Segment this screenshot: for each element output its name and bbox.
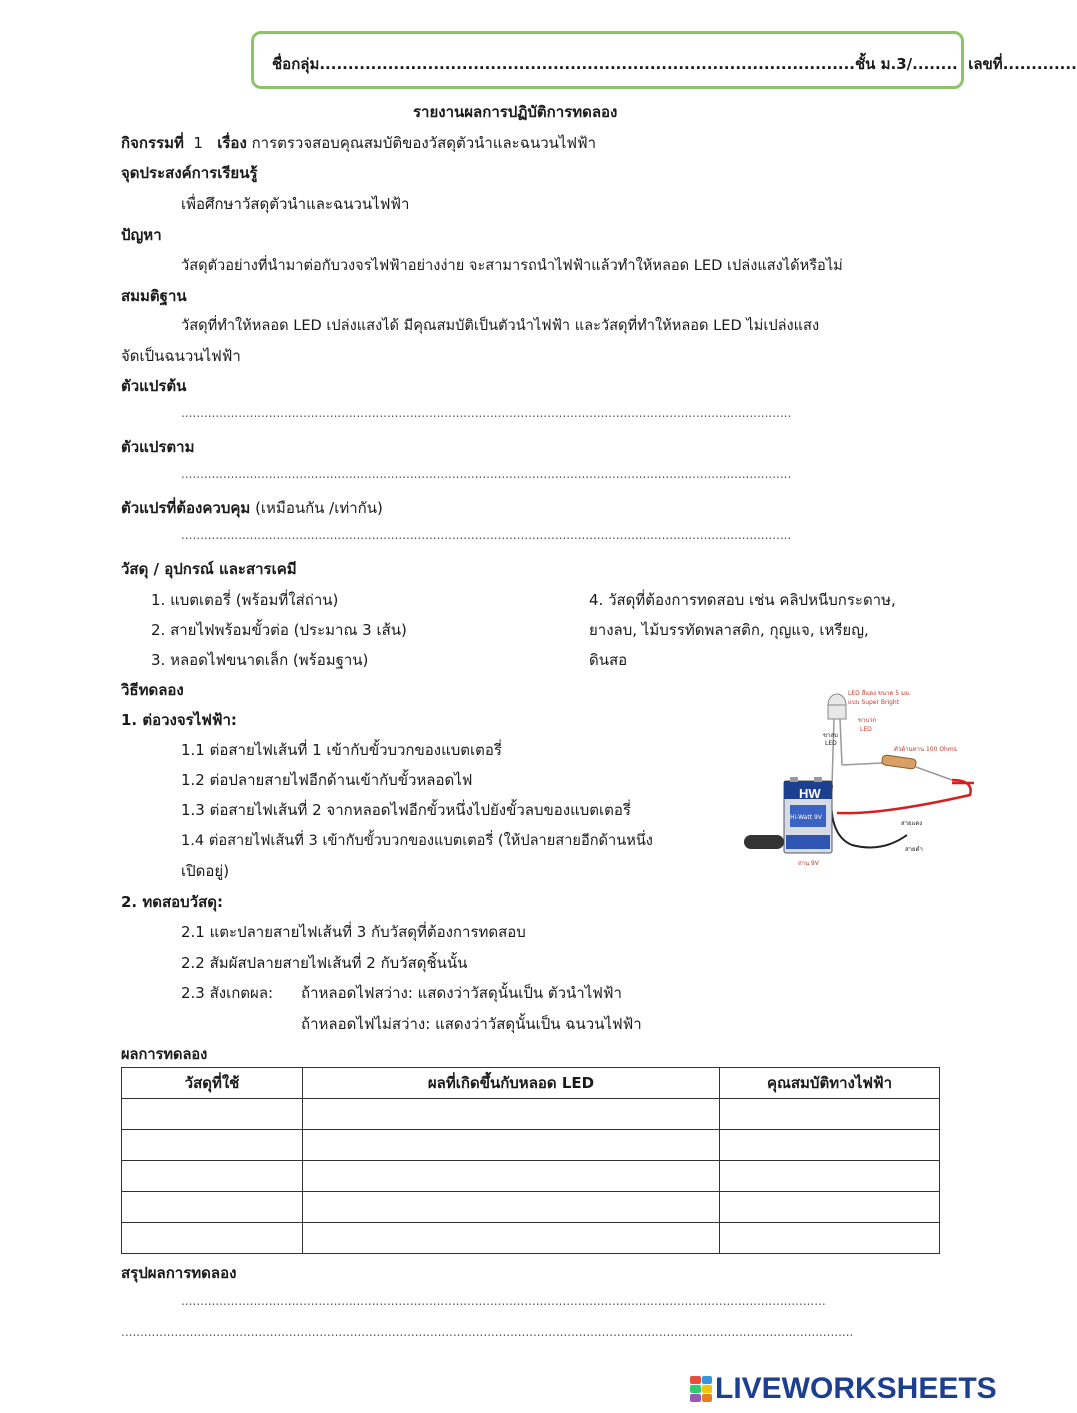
- material-item-2: 2. สายไฟพร้อมขั้วต่อ (ประมาณ 3 เส้น): [151, 621, 407, 639]
- material-item-4-line-2: ยางลบ, ไม้บรรทัดพลาสติก, กุญแจ, เหรียญ,: [589, 621, 869, 639]
- group-label: ชื่อกลุ่ม: [272, 55, 320, 73]
- method-step-1-4-line-2: เปิดอยู่): [181, 862, 230, 880]
- black-wire-label: สายดำ: [905, 846, 923, 853]
- problem-text: วัสดุตัวอย่างที่นำมาต่อกับวงจรไฟฟ้าอย่างง่าย จะสามารถนำไฟฟ้าแล้วทำให้หลอด LED เปล่งแสงได้หรือไม่: [181, 257, 843, 274]
- table-cell[interactable]: [720, 1192, 940, 1223]
- led-label-2: แบบ Super Bright: [848, 699, 900, 706]
- table-cell[interactable]: [303, 1130, 720, 1161]
- method-step-2-2: 2.2 สัมผัสปลายสายไฟเส้นที่ 2 กับวัสดุชิ้นนั้น: [181, 954, 468, 972]
- conclusion-field-2[interactable]: ................................................................................................................................................................................................: [121, 1325, 854, 1339]
- method-heading: วิธีทดลอง: [121, 681, 184, 699]
- table-cell[interactable]: [122, 1099, 303, 1130]
- results-header-row: [122, 1068, 940, 1099]
- hypothesis-line-1: วัสดุที่ทำให้หลอด LED เปล่งแสงได้ มีคุณสมบัติเป็นตัวนำไฟฟ้า และวัสดุที่ทำให้หลอด LED ไม่เปล่งแสง: [181, 317, 820, 334]
- logo-text: LIVEWORKSHEETS: [715, 1372, 997, 1405]
- liveworksheets-logo[interactable]: [690, 1372, 997, 1406]
- table-cell[interactable]: [720, 1099, 940, 1130]
- controlled-variable-field[interactable]: ................................................................................................................................................................: [181, 528, 792, 542]
- material-item-4-line-3: ดินสอ: [589, 651, 628, 669]
- method-step-1-4-line-1: 1.4 ต่อสายไฟเส้นที่ 3 เข้ากับขั้วบวกของแบตเตอรี่ (ให้ปลายสายอีกด้านหนึ่ง: [181, 832, 653, 849]
- method-step-2-heading: 2. ทดสอบวัสดุ:: [121, 893, 223, 911]
- method-step-2-1: 2.1 แตะปลายสายไฟเส้นที่ 3 กับวัสดุที่ต้องการทดสอบ: [181, 923, 526, 941]
- activity-label: กิจกรรมที่: [121, 134, 184, 152]
- table-cell[interactable]: [720, 1130, 940, 1161]
- circuit-diagram: [742, 685, 980, 870]
- table-cell[interactable]: [720, 1161, 940, 1192]
- table-cell[interactable]: [122, 1161, 303, 1192]
- method-step-2-3-insulator: ถ้าหลอดไฟไม่สว่าง: แสดงว่าวัสดุนั้นเป็น ฉนวนไฟฟ้า: [301, 1015, 642, 1033]
- objective-text: เพื่อศึกษาวัสดุตัวนำและฉนวนไฟฟ้า: [181, 195, 410, 213]
- independent-variable-field[interactable]: ................................................................................................................................................................: [181, 406, 792, 420]
- black-wire: [831, 785, 907, 847]
- hypothesis-line-2: จัดเป็นฉนวนไฟฟ้า: [121, 347, 241, 365]
- header-line: [272, 52, 1077, 76]
- resistor-icon: [842, 755, 952, 780]
- leg-short-label-1: ขาลบ: [823, 732, 838, 739]
- table-cell[interactable]: [122, 1192, 303, 1223]
- table-cell[interactable]: [303, 1192, 720, 1223]
- table-row: [122, 1223, 940, 1254]
- led-label-1: LED สีแดง ขนาด 5 มม.: [848, 690, 911, 697]
- conclusion-heading: สรุปผลการทดลอง: [121, 1264, 237, 1282]
- controlled-variable-line: [121, 496, 383, 520]
- table-row: [122, 1161, 940, 1192]
- method-step-1-heading: 1. ต่อวงจรไฟฟ้า:: [121, 711, 237, 729]
- method-step-1-3: 1.3 ต่อสายไฟเส้นที่ 2 จากหลอดไฟอีกขั้วหนึ่งไปยังขั้วลบของแบตเตอรี่: [181, 801, 631, 819]
- independent-variable-heading: ตัวแปรต้น: [121, 377, 187, 395]
- results-heading: ผลการทดลอง: [121, 1046, 208, 1063]
- dependent-variable-heading: ตัวแปรตาม: [121, 438, 195, 456]
- topic-label: เรื่อง: [217, 134, 247, 152]
- material-item-3: 3. หลอดไฟขนาดเล็ก (พร้อมฐาน): [151, 651, 369, 669]
- hypothesis-heading: สมมติฐาน: [121, 287, 187, 305]
- page-title: รายงานผลการปฏิบัติการทดลอง: [413, 103, 618, 121]
- number-label: เลขที่: [968, 55, 1003, 73]
- leg-short-label-2: LED: [825, 740, 837, 747]
- column-header-led-result: ผลที่เกิดขึ้นกับหลอด LED: [303, 1068, 720, 1099]
- activity-line: [121, 131, 596, 155]
- method-step-2-3-label: 2.3 สังเกตผล:: [181, 984, 274, 1002]
- table-cell[interactable]: [303, 1099, 720, 1130]
- activity-number: 1: [193, 134, 203, 152]
- dependent-variable-field[interactable]: ................................................................................................................................................................: [181, 467, 792, 481]
- leg-long-label-2: LED: [860, 726, 872, 733]
- problem-heading: ปัญหา: [121, 226, 162, 244]
- battery-brand-text: HW: [799, 786, 821, 801]
- leg-long-label-1: ขาบวก: [858, 717, 877, 724]
- resistor-label: ตัวต้านทาน 100 Ohms: [894, 746, 957, 753]
- method-step-2-3-conductor: ถ้าหลอดไฟสว่าง: แสดงว่าวัสดุนั้นเป็น ตัวนำไฟฟ้า: [301, 984, 622, 1002]
- method-step-1-2: 1.2 ต่อปลายสายไฟอีกด้านเข้ากับขั้วหลอดไฟ: [181, 771, 473, 789]
- table-row: [122, 1099, 940, 1130]
- red-wire-label: สายแดง: [901, 820, 923, 827]
- controlled-variable-heading: ตัวแปรที่ต้องควบคุม: [121, 499, 251, 517]
- material-item-1: 1. แบตเตอรี่ (พร้อมที่ใส่ถ่าน): [151, 591, 339, 609]
- table-row: [122, 1192, 940, 1223]
- number-field[interactable]: .............: [1002, 55, 1077, 73]
- controlled-variable-note: (เหมือนกัน /เท่ากัน): [255, 499, 383, 517]
- table-cell[interactable]: [303, 1223, 720, 1254]
- class-field[interactable]: ........: [912, 55, 958, 73]
- logo-mark-icon: [690, 1376, 712, 1402]
- battery-label: ถ่าน 9V: [798, 860, 819, 867]
- group-name-field[interactable]: ..............................................................................................: [319, 55, 855, 73]
- results-table: [121, 1067, 940, 1254]
- table-cell[interactable]: [122, 1223, 303, 1254]
- activity-topic: การตรวจสอบคุณสมบัติของวัสดุตัวนำและฉนวนไฟฟ้า: [251, 134, 597, 152]
- column-header-electrical-property: คุณสมบัติทางไฟฟ้า: [720, 1068, 940, 1099]
- method-step-1-1: 1.1 ต่อสายไฟเส้นที่ 1 เข้ากับขั้วบวกของแบตเตอรี่: [181, 741, 502, 759]
- material-item-4-line-1: 4. วัสดุที่ต้องการทดสอบ เช่น คลิปหนีบกระดาษ,: [589, 591, 896, 609]
- materials-heading: วัสดุ / อุปกรณ์ และสารเคมี: [121, 560, 297, 578]
- table-cell[interactable]: [303, 1161, 720, 1192]
- table-row: [122, 1130, 940, 1161]
- table-cell[interactable]: [122, 1130, 303, 1161]
- objective-heading: จุดประสงค์การเรียนรู้: [121, 164, 258, 182]
- battery-sub-text: Hi-Watt 9V: [790, 814, 822, 821]
- red-wire: [837, 780, 971, 813]
- table-cell[interactable]: [720, 1223, 940, 1254]
- header-box: [251, 31, 1077, 89]
- class-label: ชั้น ม.3/: [855, 55, 913, 73]
- conclusion-field-1[interactable]: .........................................................................................................................................................................: [181, 1294, 826, 1308]
- column-header-material: วัสดุที่ใช้: [122, 1068, 303, 1099]
